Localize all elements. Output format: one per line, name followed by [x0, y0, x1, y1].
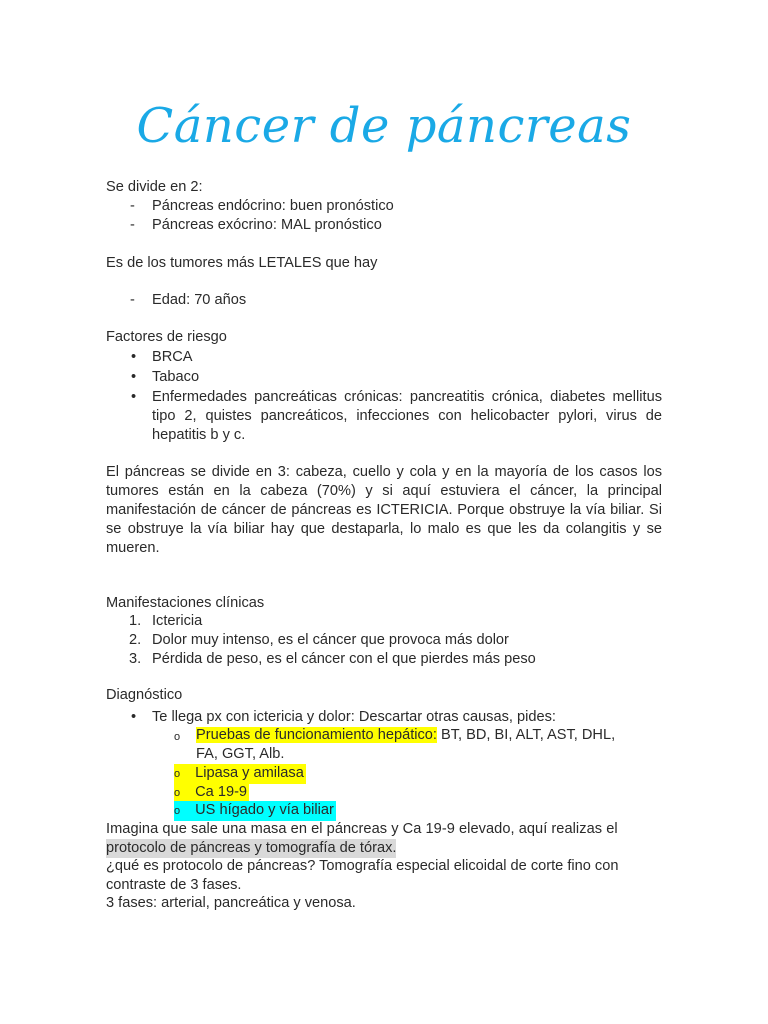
sub-bullet-marker: o [174, 768, 181, 780]
dash-marker: - [130, 198, 135, 214]
sub-bullet-marker: o [174, 731, 181, 743]
list-number: 1. [129, 613, 142, 629]
clinical-item-pain: Dolor muy intenso, es el cáncer que provoca más dolor [152, 632, 509, 648]
risk-factors-heading: Factores de riesgo [106, 329, 227, 345]
protocol-question-2: contraste de 3 fases. [106, 877, 242, 893]
bullet-marker: • [131, 349, 137, 365]
dash-marker: - [130, 217, 135, 233]
protocol-line-1: Imagina que sale una masa en el páncreas y Ca 19-9 elevado, aquí realizas el [106, 821, 618, 837]
lethal-statement: Es de los tumores más LETALES que hay [106, 255, 378, 271]
liver-tests-line [196, 726, 615, 745]
protocol-question-1: ¿qué es protocolo de páncreas? Tomografía especial elicoidal de corte fino con [106, 858, 619, 874]
age-item: Edad: 70 años [152, 292, 247, 308]
page-title: Cáncer de páncreas [136, 98, 632, 154]
division-heading: Se divide en 2: [106, 179, 203, 195]
clinical-item-weight-loss: Pérdida de peso, es el cáncer con el que pierdes más peso [152, 651, 536, 667]
bullet-marker: • [131, 369, 137, 385]
protocol-phases: 3 fases: arterial, pancreática y venosa. [106, 895, 356, 911]
ultrasound-text: US hígado y vía biliar [195, 802, 334, 818]
ca199-item [174, 783, 249, 803]
liver-tests-values-cont: FA, GGT, Alb. [196, 746, 285, 762]
list-number: 2. [129, 632, 142, 648]
ultrasound-item [174, 801, 336, 821]
division-item-endocrine: Páncreas endócrino: buen pronóstico [152, 198, 394, 214]
lipase-text: Lipasa y amilasa [195, 765, 304, 781]
anatomy-paragraph: El páncreas se divide en 3: cabeza, cuello y cola y en la mayoría de los casos los tumores están en la cabeza (70%) y si aquí estuviera el cáncer, la principal manifestación de cáncer de páncreas es ICTERICIA. Porque obstruye la vía biliar. Si se obstruye la vía biliar hay que destaparla, lo malo es que les da colangitis y se mueren. [106, 464, 662, 556]
bullet-marker: • [131, 389, 137, 405]
sub-bullet-marker: o [174, 805, 181, 817]
diagnosis-bullet: Te llega px con ictericia y dolor: Descartar otras causas, pides: [152, 709, 556, 725]
dash-marker: - [130, 292, 135, 308]
clinical-item-jaundice: Ictericia [152, 613, 203, 629]
risk-factor-tobacco: Tabaco [152, 369, 200, 385]
sub-bullet-marker: o [174, 787, 181, 799]
clinical-heading: Manifestaciones clínicas [106, 595, 265, 611]
list-number: 3. [129, 651, 142, 667]
division-item-exocrine: Páncreas exócrino: MAL pronóstico [152, 217, 382, 233]
protocol-line-2-highlight: protocolo de páncreas y tomografía de tórax. [106, 840, 397, 856]
risk-factor-brca: BRCA [152, 349, 193, 365]
diagnosis-heading: Diagnóstico [106, 687, 183, 703]
lipase-item [174, 764, 306, 784]
risk-factor-chronic-diseases: Enfermedades pancreáticas crónicas: pancreatitis crónica, diabetes mellitus tipo 2, quistes pancreáticos, infecciones con helicobacter pylori, virus de hepatitis b y c. [152, 389, 662, 443]
ca199-text: Ca 19-9 [195, 784, 248, 800]
liver-tests-label: Pruebas de funcionamiento hepático: [196, 727, 437, 743]
liver-tests-values: BT, BD, BI, ALT, AST, DHL, [436, 727, 616, 743]
bullet-marker: • [131, 709, 137, 725]
